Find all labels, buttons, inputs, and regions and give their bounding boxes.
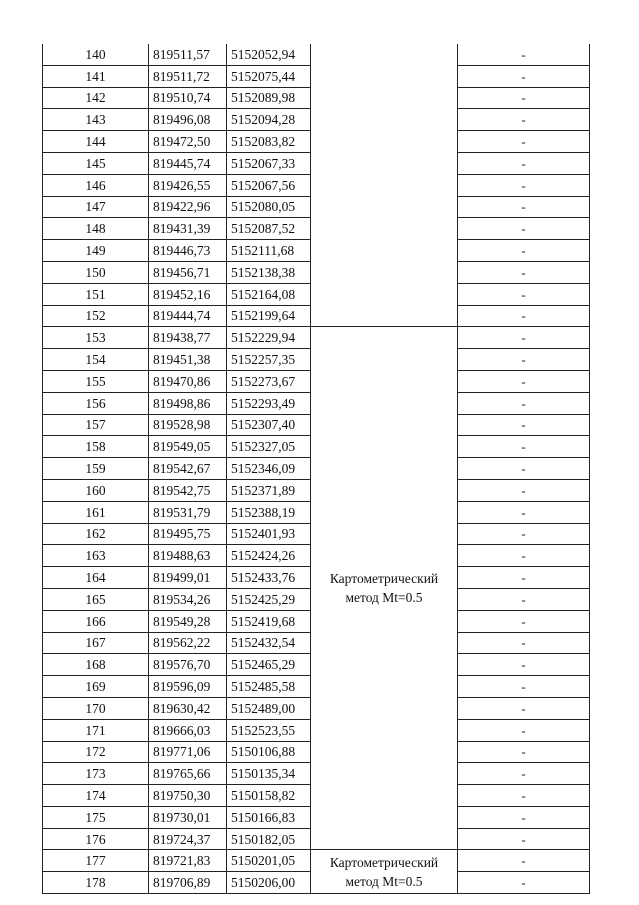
y-coordinate-cell: 5152485,58 bbox=[227, 676, 311, 698]
y-coordinate-cell: 5152199,64 bbox=[227, 305, 311, 327]
accuracy-cell: - bbox=[458, 305, 590, 327]
point-number-cell: 145 bbox=[43, 152, 149, 174]
accuracy-cell: - bbox=[458, 479, 590, 501]
y-coordinate-cell: 5152083,82 bbox=[227, 131, 311, 153]
x-coordinate-cell: 819630,42 bbox=[149, 697, 227, 719]
accuracy-cell: - bbox=[458, 501, 590, 523]
x-coordinate-cell: 819445,74 bbox=[149, 152, 227, 174]
accuracy-cell: - bbox=[458, 610, 590, 632]
x-coordinate-cell: 819452,16 bbox=[149, 283, 227, 305]
accuracy-cell: - bbox=[458, 523, 590, 545]
x-coordinate-cell: 819706,89 bbox=[149, 872, 227, 894]
y-coordinate-cell: 5152293,49 bbox=[227, 392, 311, 414]
y-coordinate-cell: 5152465,29 bbox=[227, 654, 311, 676]
point-number-cell: 173 bbox=[43, 763, 149, 785]
y-coordinate-cell: 5152307,40 bbox=[227, 414, 311, 436]
point-number-cell: 177 bbox=[43, 850, 149, 872]
y-coordinate-cell: 5152401,93 bbox=[227, 523, 311, 545]
x-coordinate-cell: 819510,74 bbox=[149, 87, 227, 109]
point-number-cell: 178 bbox=[43, 872, 149, 894]
y-coordinate-cell: 5152424,26 bbox=[227, 545, 311, 567]
point-number-cell: 151 bbox=[43, 283, 149, 305]
x-coordinate-cell: 819444,74 bbox=[149, 305, 227, 327]
y-coordinate-cell: 5152052,94 bbox=[227, 44, 311, 65]
accuracy-cell: - bbox=[458, 65, 590, 87]
method-cell: Картометрический метод Mt=0.5 bbox=[311, 850, 458, 894]
x-coordinate-cell: 819549,05 bbox=[149, 436, 227, 458]
point-number-cell: 158 bbox=[43, 436, 149, 458]
accuracy-cell: - bbox=[458, 349, 590, 371]
y-coordinate-cell: 5152489,00 bbox=[227, 697, 311, 719]
table-row bbox=[43, 44, 590, 65]
accuracy-cell: - bbox=[458, 218, 590, 240]
point-number-cell: 171 bbox=[43, 719, 149, 741]
y-coordinate-cell: 5152087,52 bbox=[227, 218, 311, 240]
accuracy-cell: - bbox=[458, 414, 590, 436]
x-coordinate-cell: 819499,01 bbox=[149, 567, 227, 589]
point-number-cell: 153 bbox=[43, 327, 149, 349]
coordinates-table bbox=[42, 44, 590, 894]
x-coordinate-cell: 819431,39 bbox=[149, 218, 227, 240]
y-coordinate-cell: 5152075,44 bbox=[227, 65, 311, 87]
point-number-cell: 170 bbox=[43, 697, 149, 719]
table-row bbox=[43, 327, 590, 349]
point-number-cell: 175 bbox=[43, 806, 149, 828]
x-coordinate-cell: 819542,75 bbox=[149, 479, 227, 501]
method-cell bbox=[311, 44, 458, 327]
y-coordinate-cell: 5152432,54 bbox=[227, 632, 311, 654]
accuracy-cell: - bbox=[458, 872, 590, 894]
accuracy-cell: - bbox=[458, 196, 590, 218]
x-coordinate-cell: 819534,26 bbox=[149, 588, 227, 610]
x-coordinate-cell: 819562,22 bbox=[149, 632, 227, 654]
point-number-cell: 161 bbox=[43, 501, 149, 523]
x-coordinate-cell: 819446,73 bbox=[149, 240, 227, 262]
point-number-cell: 152 bbox=[43, 305, 149, 327]
y-coordinate-cell: 5152433,76 bbox=[227, 567, 311, 589]
method-cell: Картометрический метод Mt=0.5 bbox=[311, 327, 458, 850]
x-coordinate-cell: 819472,50 bbox=[149, 131, 227, 153]
point-number-cell: 148 bbox=[43, 218, 149, 240]
point-number-cell: 157 bbox=[43, 414, 149, 436]
y-coordinate-cell: 5150135,34 bbox=[227, 763, 311, 785]
accuracy-cell: - bbox=[458, 545, 590, 567]
y-coordinate-cell: 5150158,82 bbox=[227, 785, 311, 807]
y-coordinate-cell: 5152067,33 bbox=[227, 152, 311, 174]
y-coordinate-cell: 5152138,38 bbox=[227, 261, 311, 283]
y-coordinate-cell: 5152229,94 bbox=[227, 327, 311, 349]
point-number-cell: 166 bbox=[43, 610, 149, 632]
point-number-cell: 162 bbox=[43, 523, 149, 545]
point-number-cell: 163 bbox=[43, 545, 149, 567]
x-coordinate-cell: 819730,01 bbox=[149, 806, 227, 828]
y-coordinate-cell: 5152273,67 bbox=[227, 370, 311, 392]
accuracy-cell: - bbox=[458, 763, 590, 785]
accuracy-cell: - bbox=[458, 828, 590, 850]
x-coordinate-cell: 819771,06 bbox=[149, 741, 227, 763]
table-row bbox=[43, 850, 590, 872]
point-number-cell: 160 bbox=[43, 479, 149, 501]
y-coordinate-cell: 5152419,68 bbox=[227, 610, 311, 632]
point-number-cell: 141 bbox=[43, 65, 149, 87]
accuracy-cell: - bbox=[458, 697, 590, 719]
x-coordinate-cell: 819511,57 bbox=[149, 44, 227, 65]
accuracy-cell: - bbox=[458, 87, 590, 109]
y-coordinate-cell: 5150166,83 bbox=[227, 806, 311, 828]
x-coordinate-cell: 819498,86 bbox=[149, 392, 227, 414]
y-coordinate-cell: 5152388,19 bbox=[227, 501, 311, 523]
accuracy-cell: - bbox=[458, 719, 590, 741]
point-number-cell: 172 bbox=[43, 741, 149, 763]
point-number-cell: 149 bbox=[43, 240, 149, 262]
x-coordinate-cell: 819456,71 bbox=[149, 261, 227, 283]
x-coordinate-cell: 819549,28 bbox=[149, 610, 227, 632]
point-number-cell: 155 bbox=[43, 370, 149, 392]
y-coordinate-cell: 5152089,98 bbox=[227, 87, 311, 109]
point-number-cell: 144 bbox=[43, 131, 149, 153]
x-coordinate-cell: 819542,67 bbox=[149, 458, 227, 480]
accuracy-cell: - bbox=[458, 654, 590, 676]
accuracy-cell: - bbox=[458, 741, 590, 763]
point-number-cell: 146 bbox=[43, 174, 149, 196]
x-coordinate-cell: 819765,66 bbox=[149, 763, 227, 785]
y-coordinate-cell: 5152346,09 bbox=[227, 458, 311, 480]
y-coordinate-cell: 5152257,35 bbox=[227, 349, 311, 371]
y-coordinate-cell: 5152327,05 bbox=[227, 436, 311, 458]
x-coordinate-cell: 819750,30 bbox=[149, 785, 227, 807]
accuracy-cell: - bbox=[458, 632, 590, 654]
point-number-cell: 164 bbox=[43, 567, 149, 589]
accuracy-cell: - bbox=[458, 850, 590, 872]
x-coordinate-cell: 819438,77 bbox=[149, 327, 227, 349]
accuracy-cell: - bbox=[458, 588, 590, 610]
point-number-cell: 143 bbox=[43, 109, 149, 131]
x-coordinate-cell: 819470,86 bbox=[149, 370, 227, 392]
x-coordinate-cell: 819528,98 bbox=[149, 414, 227, 436]
x-coordinate-cell: 819596,09 bbox=[149, 676, 227, 698]
x-coordinate-cell: 819422,96 bbox=[149, 196, 227, 218]
y-coordinate-cell: 5152111,68 bbox=[227, 240, 311, 262]
accuracy-cell: - bbox=[458, 44, 590, 65]
y-coordinate-cell: 5152425,29 bbox=[227, 588, 311, 610]
accuracy-cell: - bbox=[458, 283, 590, 305]
x-coordinate-cell: 819426,55 bbox=[149, 174, 227, 196]
accuracy-cell: - bbox=[458, 370, 590, 392]
accuracy-cell: - bbox=[458, 458, 590, 480]
accuracy-cell: - bbox=[458, 131, 590, 153]
y-coordinate-cell: 5152094,28 bbox=[227, 109, 311, 131]
point-number-cell: 174 bbox=[43, 785, 149, 807]
point-number-cell: 142 bbox=[43, 87, 149, 109]
accuracy-cell: - bbox=[458, 392, 590, 414]
x-coordinate-cell: 819511,72 bbox=[149, 65, 227, 87]
y-coordinate-cell: 5150106,88 bbox=[227, 741, 311, 763]
accuracy-cell: - bbox=[458, 109, 590, 131]
y-coordinate-cell: 5152067,56 bbox=[227, 174, 311, 196]
accuracy-cell: - bbox=[458, 261, 590, 283]
x-coordinate-cell: 819495,75 bbox=[149, 523, 227, 545]
x-coordinate-cell: 819666,03 bbox=[149, 719, 227, 741]
accuracy-cell: - bbox=[458, 152, 590, 174]
point-number-cell: 140 bbox=[43, 44, 149, 65]
point-number-cell: 147 bbox=[43, 196, 149, 218]
accuracy-cell: - bbox=[458, 436, 590, 458]
point-number-cell: 167 bbox=[43, 632, 149, 654]
point-number-cell: 168 bbox=[43, 654, 149, 676]
point-number-cell: 176 bbox=[43, 828, 149, 850]
point-number-cell: 165 bbox=[43, 588, 149, 610]
accuracy-cell: - bbox=[458, 567, 590, 589]
point-number-cell: 156 bbox=[43, 392, 149, 414]
accuracy-cell: - bbox=[458, 174, 590, 196]
x-coordinate-cell: 819496,08 bbox=[149, 109, 227, 131]
point-number-cell: 169 bbox=[43, 676, 149, 698]
accuracy-cell: - bbox=[458, 327, 590, 349]
point-number-cell: 154 bbox=[43, 349, 149, 371]
x-coordinate-cell: 819724,37 bbox=[149, 828, 227, 850]
y-coordinate-cell: 5152164,08 bbox=[227, 283, 311, 305]
x-coordinate-cell: 819451,38 bbox=[149, 349, 227, 371]
x-coordinate-cell: 819576,70 bbox=[149, 654, 227, 676]
table-body bbox=[43, 44, 590, 894]
y-coordinate-cell: 5152371,89 bbox=[227, 479, 311, 501]
x-coordinate-cell: 819721,83 bbox=[149, 850, 227, 872]
accuracy-cell: - bbox=[458, 806, 590, 828]
y-coordinate-cell: 5152523,55 bbox=[227, 719, 311, 741]
accuracy-cell: - bbox=[458, 785, 590, 807]
y-coordinate-cell: 5152080,05 bbox=[227, 196, 311, 218]
x-coordinate-cell: 819531,79 bbox=[149, 501, 227, 523]
point-number-cell: 159 bbox=[43, 458, 149, 480]
x-coordinate-cell: 819488,63 bbox=[149, 545, 227, 567]
accuracy-cell: - bbox=[458, 676, 590, 698]
y-coordinate-cell: 5150182,05 bbox=[227, 828, 311, 850]
y-coordinate-cell: 5150206,00 bbox=[227, 872, 311, 894]
y-coordinate-cell: 5150201,05 bbox=[227, 850, 311, 872]
point-number-cell: 150 bbox=[43, 261, 149, 283]
accuracy-cell: - bbox=[458, 240, 590, 262]
